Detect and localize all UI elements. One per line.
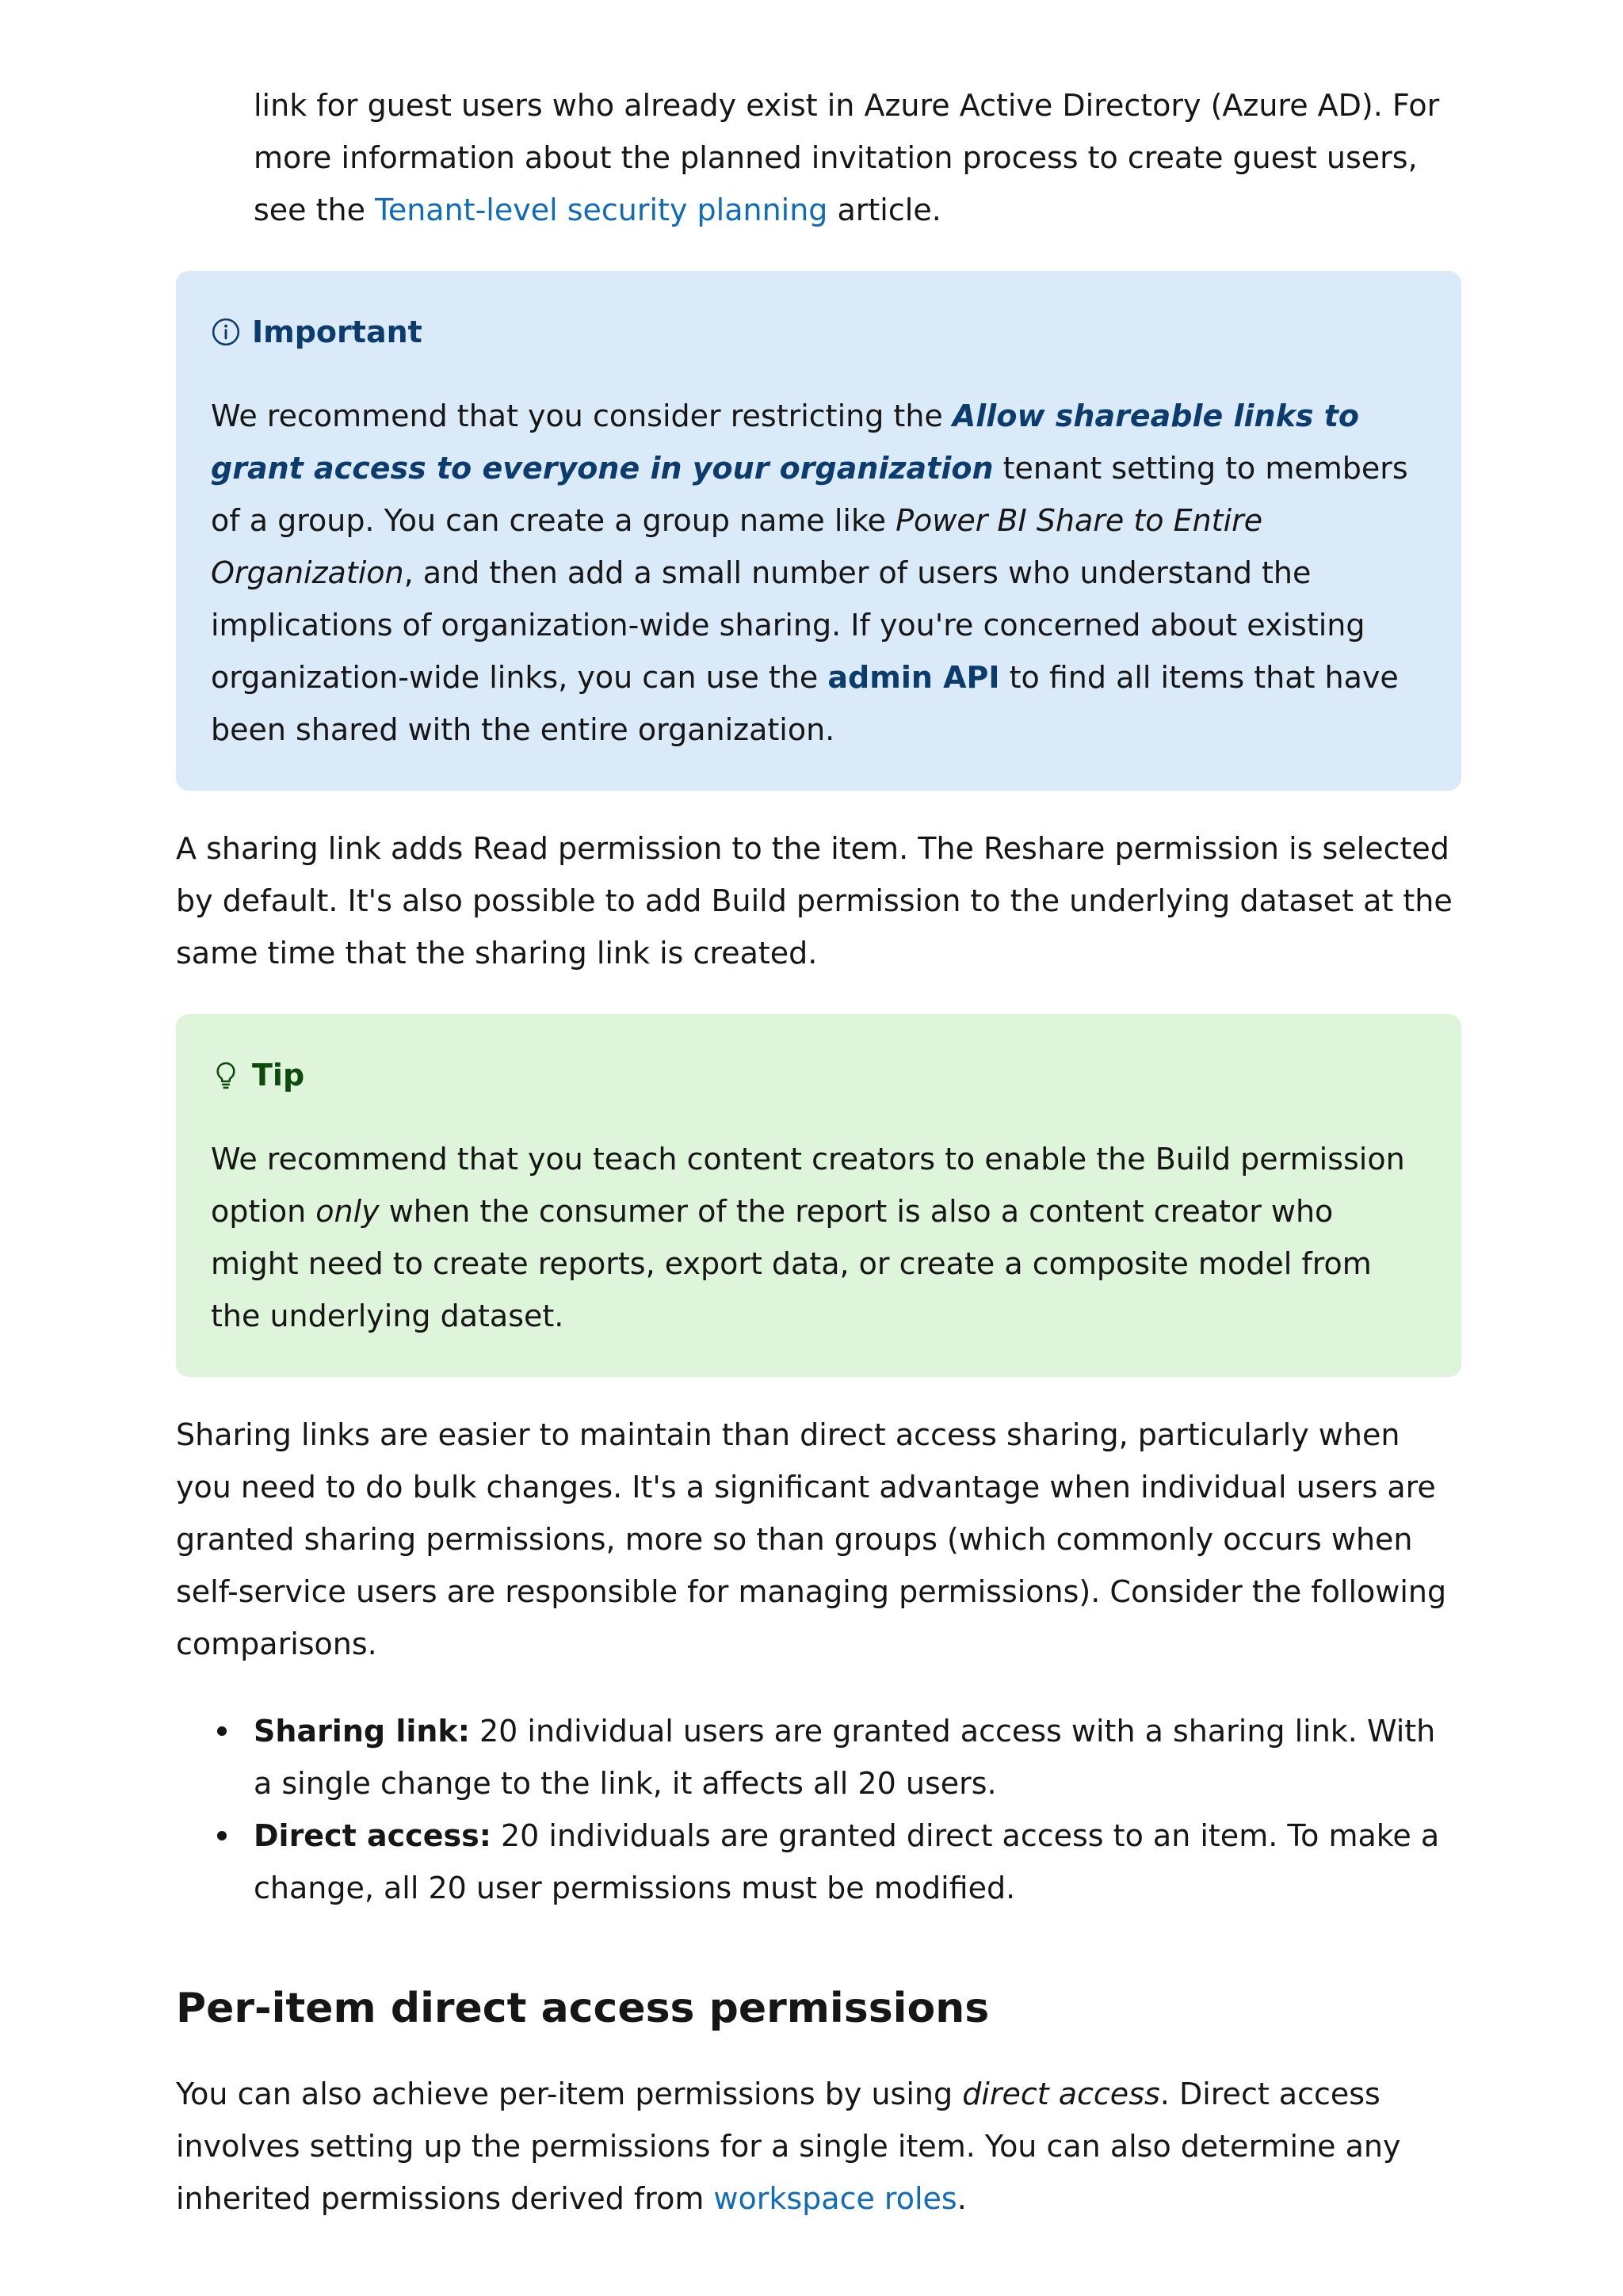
important-callout: [176, 271, 1461, 791]
tip-callout-header: [211, 1049, 1426, 1101]
list-item: [176, 1810, 1461, 1914]
section-text-1: You can also achieve per-item permissions by using: [176, 2077, 963, 2111]
tip-callout: [176, 1014, 1461, 1377]
tenant-setting-name: Allow shareable links to grant access to everyone in your organization: [211, 399, 1359, 486]
intro-paragraph: [176, 0, 1461, 236]
tip-emphasis: only: [315, 1194, 380, 1229]
info-icon: [211, 317, 241, 347]
tenant-level-security-planning-link[interactable]: Tenant-level security planning: [375, 193, 828, 227]
section-heading: Per-item direct access permissions: [176, 1985, 990, 2032]
important-text-3: , and then add a small number of users who understand the implications of organization-wide sharing. If you're concerned about existing organization-wide links, you can use the: [211, 555, 1365, 695]
tip-title: Tip: [252, 1058, 305, 1093]
admin-api-link[interactable]: admin API: [827, 660, 1000, 695]
section-text-2: . Direct access involves setting up the permissions for a single item. You can also determine any inherited permissions derived from: [176, 2077, 1401, 2216]
tip-body: [211, 1133, 1426, 1342]
important-text-1: We recommend that you consider restricting the: [211, 399, 953, 433]
section-emphasis: direct access: [962, 2077, 1160, 2111]
intro-text: link for guest users who already exist in Azure Active Directory (Azure AD). For more information about the planned invitation process to create guest users, see the: [254, 88, 1440, 227]
sharing-link-paragraph: A sharing link adds Read permission to the item. The Reshare permission is selected by default. It's also possible to add Build permission to the underlying dataset at the same time that the sharing link is created.: [176, 831, 1453, 971]
group-name-example: Power BI Share to Entire Organization: [211, 503, 1263, 590]
list-item-text: 20 individuals are granted direct access to an item. To make a change, all 20 user permissions must be modified.: [254, 1818, 1440, 1905]
list-item-text: 20 individual users are granted access with a sharing link. With a single change to the link, it affects all 20 users.: [254, 1714, 1436, 1801]
important-title: Important: [252, 315, 422, 349]
important-callout-header: [211, 306, 1426, 358]
intro-text-end: article.: [827, 193, 941, 227]
list-item-label: Sharing link:: [254, 1714, 470, 1749]
list-item: [176, 1705, 1461, 1810]
section-paragraph: [176, 2068, 1461, 2225]
important-text-4: to find all items that have been shared with the entire organization.: [211, 660, 1399, 747]
section-text-3: .: [957, 2181, 967, 2216]
tip-text-2: when the consumer of the report is also a content creator who might need to create reports, export data, or create a composite model from the underlying dataset.: [211, 1194, 1372, 1333]
comparison-paragraph: Sharing links are easier to maintain than direct access sharing, particularly when you need to do bulk changes. It's a significant advantage when individual users are granted sharing permissions, more so than groups (which commonly occurs when self-service users are responsible for managing permissions). Consider the following comparisons.: [176, 1417, 1447, 1661]
important-text-2: tenant setting to members of a group. You can create a group name like: [211, 451, 1408, 538]
workspace-roles-link[interactable]: workspace roles: [713, 2181, 957, 2216]
tip-text-1: We recommend that you teach content creators to enable the Build permission option: [211, 1142, 1405, 1229]
lightbulb-icon: [211, 1060, 241, 1090]
important-body: [211, 390, 1426, 756]
list-item-label: Direct access:: [254, 1818, 491, 1853]
comparison-list: [176, 1705, 1461, 1914]
